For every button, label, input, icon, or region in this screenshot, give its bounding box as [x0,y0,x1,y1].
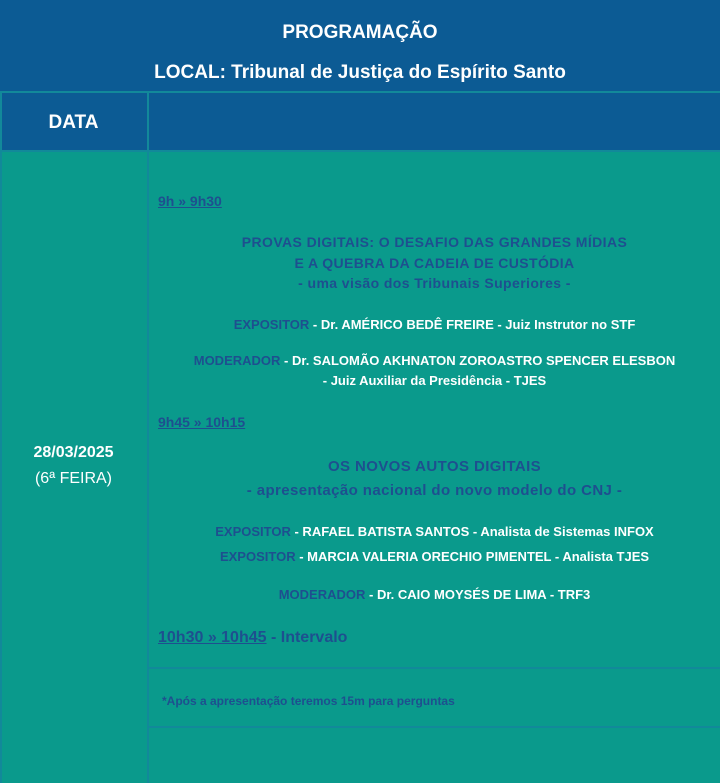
interval-row [158,629,720,647]
table-header-row [0,93,720,150]
session2-expositor2 [149,549,720,564]
session1-title-line1: PROVAS DIGITAIS: O DESAFIO DAS GRANDES MÍDIAS [241,234,628,250]
expositor-text: - Dr. AMÉRICO BEDÊ FREIRE - Juiz Instrutor no STF [309,317,636,332]
session1-subtitle: - uma visão dos Tribunais Superiores - [298,275,571,291]
session1-expositor [149,317,720,332]
session2-time: 9h45 » 10h15 [158,414,246,430]
program-location: LOCAL: Tribunal de Justiça do Espírito Santo [154,62,566,83]
divider [0,91,2,783]
session1-moderador-role: - Juiz Auxiliar da Presidência - TJES [322,373,547,388]
schedule-cell [149,152,720,667]
divider [147,726,720,728]
session2-moderador [149,587,720,602]
session1-title-line2: E A QUEBRA DA CADEIA DE CUSTÓDIA [294,255,575,271]
date-column-header: DATA [48,112,99,133]
interval-label: - Intervalo [266,629,348,646]
session2-expositor1 [149,524,720,539]
moderador-text: - Dr. CAIO MOYSÉS DE LIMA - TRF3 [365,587,591,602]
moderador-label: MODERADOR [193,353,281,368]
questions-note: *Após a apresentação teremos 15m para perguntas [162,694,455,708]
moderador-label: MODERADOR [278,587,366,602]
divider [147,667,720,669]
event-date: 28/03/2025 [33,444,114,461]
session2-title: OS NOVOS AUTOS DIGITAIS [327,458,542,475]
expositor-label: EXPOSITOR [215,524,291,539]
program-title: PROGRAMAÇÃO [282,22,438,43]
event-weekday: (6ª FEIRA) [34,470,113,487]
interval-time: 10h30 » 10h45 [158,629,267,646]
session2-subtitle: - apresentação nacional do novo modelo do CNJ - [246,482,623,499]
program-header [0,0,720,91]
expositor-label: EXPOSITOR [219,549,296,564]
expositor-text: - MARCIA VALERIA ORECHIO PIMENTEL - Analista TJES [295,549,650,564]
expositor-text: - RAFAEL BATISTA SANTOS - Analista de Sistemas INFOX [290,524,654,539]
moderador-text: - Dr. SALOMÃO AKHNATON ZOROASTRO SPENCER ELESBON [280,353,676,368]
session1-time: 9h » 9h30 [158,193,222,209]
session1-moderador [149,353,720,368]
expositor-label: EXPOSITOR [233,317,310,332]
divider [0,91,720,93]
